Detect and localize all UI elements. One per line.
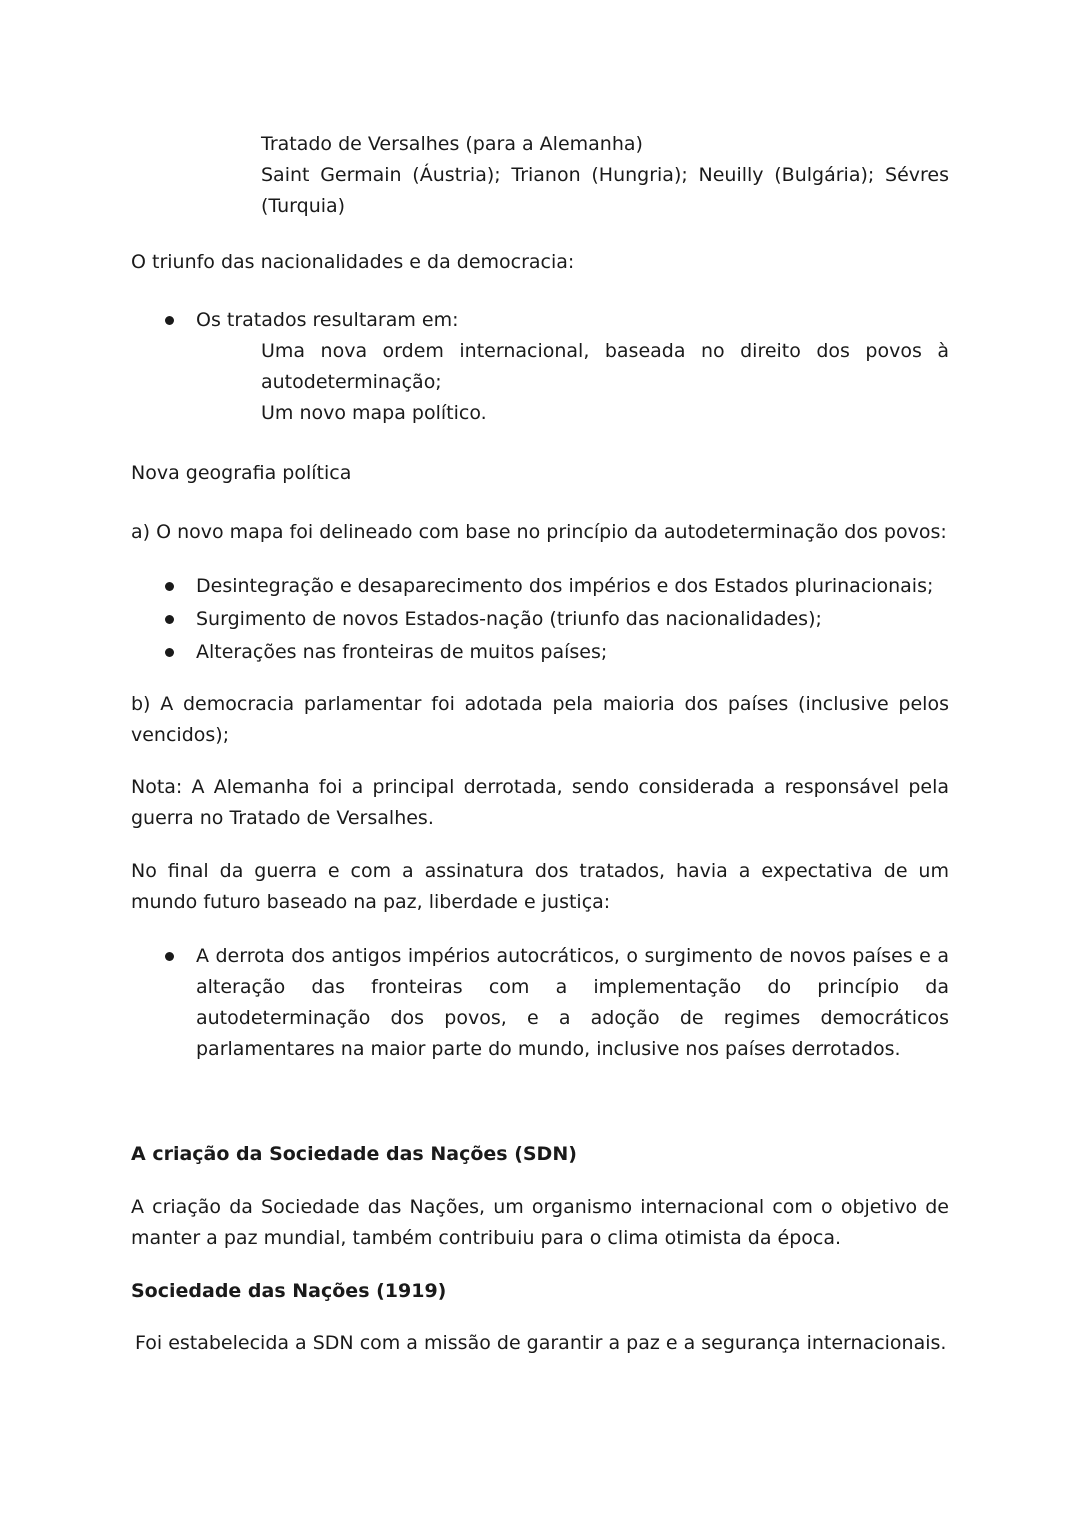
bullet-icon bbox=[165, 582, 174, 591]
treaty-versailles-line bbox=[261, 129, 949, 160]
bullet-icon bbox=[165, 316, 174, 325]
triumph-bullet-list bbox=[196, 305, 949, 336]
list-item bbox=[196, 305, 949, 336]
treaties-list-paragraph: Saint Germain (Áustria); Trianon (Hungria); Neuilly (Bulgária); Sévres (Turquia) bbox=[261, 164, 949, 217]
triumph-sub-item-2: Um novo mapa político. bbox=[261, 402, 487, 424]
list-item bbox=[196, 604, 949, 635]
geography-point-b: b) A democracia parlamentar foi adotada pela maioria dos países (inclusive pelos vencidos); bbox=[131, 693, 949, 746]
versailles-note: Nota: A Alemanha foi a principal derrotada, sendo considerada a responsável pela guerra no Tratado de Versalhes. bbox=[131, 776, 949, 829]
geography-heading: Nova geografia política bbox=[131, 462, 352, 484]
sdn-paragraph: A criação da Sociedade das Nações, um organismo internacional com o objetivo de manter a paz mundial, também contribuiu para o clima otimista da época. bbox=[131, 1196, 949, 1249]
treaty-versailles-text: Tratado de Versalhes (para a Alemanha) bbox=[261, 133, 643, 155]
geography-point-a: a) O novo mapa foi delineado com base no princípio da autodeterminação dos povos: bbox=[131, 521, 947, 543]
bullet-text: Alterações nas fronteiras de muitos países; bbox=[196, 641, 608, 663]
bullet-text: Desintegração e desaparecimento dos impérios e dos Estados plurinacionais; bbox=[196, 575, 934, 597]
triumph-sub-item-1: Uma nova ordem internacional, baseada no direito dos povos à autodeterminação; bbox=[261, 340, 949, 393]
sdn-subheading: Sociedade das Nações (1919) bbox=[131, 1280, 447, 1302]
expectation-paragraph: No final da guerra e com a assinatura dos tratados, havia a expectativa de um mundo futuro baseado na paz, liberdade e justiça: bbox=[131, 860, 949, 913]
triumph-heading: O triunfo das nacionalidades e da democracia: bbox=[131, 251, 575, 273]
sdn-mission: Foi estabelecida a SDN com a missão de garantir a paz e a segurança internacionais. bbox=[135, 1332, 947, 1354]
sdn-heading: A criação da Sociedade das Nações (SDN) bbox=[131, 1143, 577, 1165]
bullet-text: Os tratados resultaram em: bbox=[196, 309, 459, 331]
list-item bbox=[196, 637, 949, 668]
expectation-bullet-list bbox=[196, 941, 949, 1065]
list-item bbox=[196, 941, 949, 1065]
list-item bbox=[196, 571, 949, 602]
bullet-icon bbox=[165, 648, 174, 657]
bullet-icon bbox=[165, 952, 174, 961]
bullet-text: Surgimento de novos Estados-nação (triunfo das nacionalidades); bbox=[196, 608, 822, 630]
bullet-text: A derrota dos antigos impérios autocráticos, o surgimento de novos países e a alteração das fronteiras com a implementação do princípio da autodeterminação dos povos, e a adoção de regimes democráticos parlamentares na maior parte do mundo, inclusive nos países derrotados. bbox=[196, 945, 949, 1060]
bullet-icon bbox=[165, 615, 174, 624]
geography-bullet-list bbox=[196, 571, 949, 668]
